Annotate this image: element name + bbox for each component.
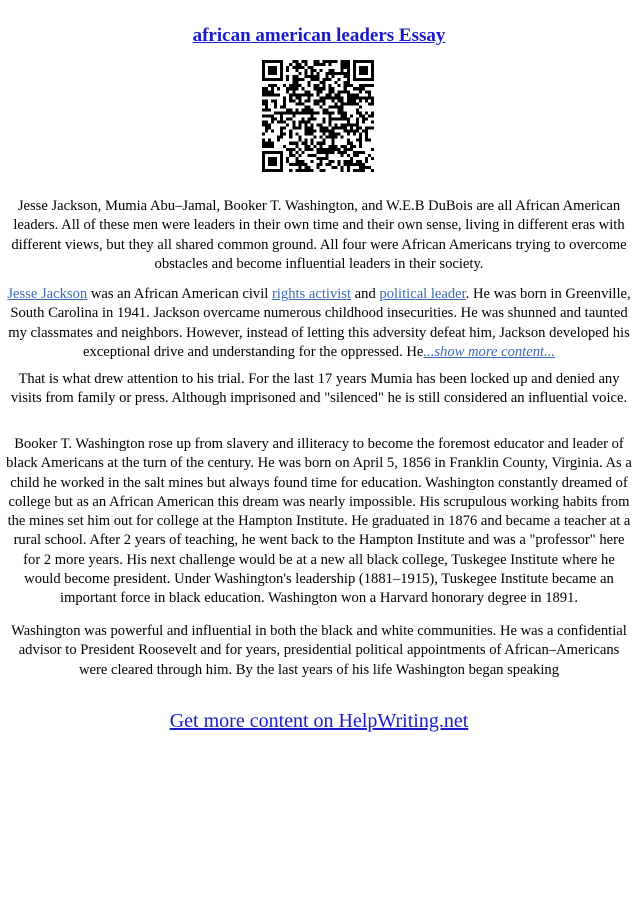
get-more-content-link[interactable]: Get more content on HelpWriting.net <box>169 710 469 732</box>
show-more-link[interactable]: ...show more content... <box>423 343 556 360</box>
rights-activist-link[interactable]: rights activist <box>271 286 352 302</box>
qr-code-icon <box>262 60 374 172</box>
washington-influence-paragraph: Washington was powerful and influential in both the black and white communities. He was a confidential advisor to President Roosevelt and for years, presidential political appointments of African–Americans were cleared through him. By the last years of his life Washington began speaking <box>11 623 627 678</box>
jackson-text-2: and <box>351 286 380 302</box>
jackson-text-3: . He was born in Greenville, South Carolina in 1941. Jackson overcame numerous childhood insecurities. He was shunned and taunted my classmates and neighbors. However, instead of letting this adversity defeat him, Jackson developed his exceptional drive and understanding for the oppressed. He <box>8 286 631 360</box>
washington-paragraph: Booker T. Washington rose up from slavery and illiteracy to become the foremost educator and leader of black Americans at the turn of the century. He was born on April 5, 1856 in Franklin County, Virginia. As a child he worked in the salt mines but always found time for education. Washington constantly dreamed of college but as an African American this dream was nearly impossible. His scrupulous working habits from the mines set him out for college at the Hampton Institute. He graduated in 1876 and became a teacher at a rural school. After 2 years of teaching, he went back to the Hampton Institute and was a "professor" here for 2 more years. His next challenge would be at a new all black college, Tuskegee Institute where he would become president. Under Washington's leadership (1881–1915), Tuskegee Institute became an important force in black education. Washington won a Harvard honorary degree in 1891. <box>6 436 632 607</box>
jackson-text-1: was an African American civil <box>87 286 272 302</box>
jesse-jackson-link[interactable]: Jesse Jackson <box>7 286 88 302</box>
essay-title[interactable]: african american leaders Essay <box>192 25 446 46</box>
political-leader-link[interactable]: political leader <box>379 286 466 302</box>
jackson-paragraph <box>4 285 634 362</box>
intro-paragraph: Jesse Jackson, Mumia Abu–Jamal, Booker T. Washington, and W.E.B DuBois are all African American leaders. All of these men were leaders in their own time and their own sense, living in different eras with different views, but they all shared common ground. All four were African Americans trying to overcome obstacles and become influential leaders in their society. <box>11 198 627 272</box>
mumia-paragraph: That is what drew attention to his trial. For the last 17 years Mumia has been locked up and denied any visits from family or press. Although imprisoned and "silenced" he is still considered an influential voice. <box>10 371 628 407</box>
